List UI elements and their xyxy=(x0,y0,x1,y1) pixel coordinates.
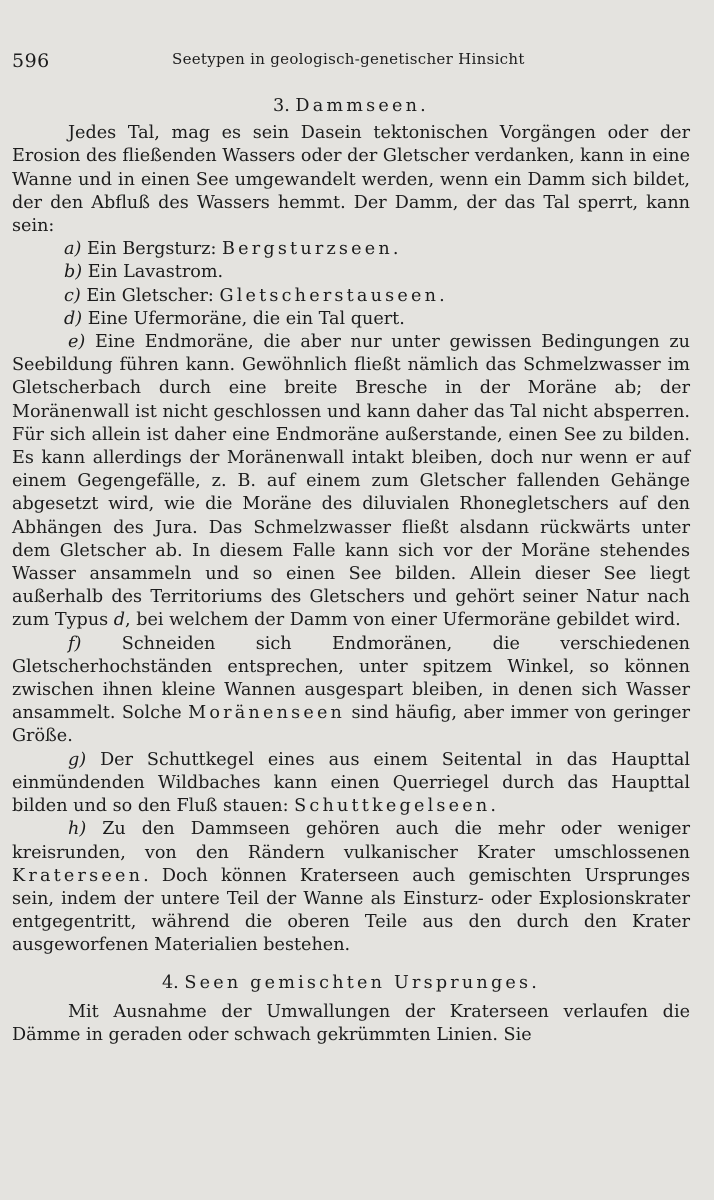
item-text-end: sind häufig, aber immer von geringer Größe. xyxy=(12,703,690,747)
section-heading-gemischt xyxy=(12,972,690,995)
item-text: Eine Endmoräne, die aber nur unter gewissen Bedingungen zu Seebildung führen kann. Gewöhnlich fließt nämlich das Schmelzwasser im Gletscherbach durch eine breite Bresche in der Moräne ab; der Moränenwall ist nicht geschlossen und kann daher das Tal nicht absperren. Für sich allein ist daher eine Endmoräne außerstande, einen See zu bilden. Es kann allerdings der Moränenwall intakt bleiben, doch nur wenn er auf einem Gegengefälle, z. B. auf einem zum Gletscher fallenden Gehänge abgesetzt wird, wie die Moräne des diluvialen Rhonegletschers auf den Abhängen des Jura. Das Schmelzwasser fließt alsdann rückwärts unter dem Gletscher ab. In diesem Falle kann sich vor der Moräne stehendes Wasser ansammeln und so einen See bilden. Allein dieser See liegt außerhalb des Territoriums des Gletschers und gehört seiner Natur nach zum Typus xyxy=(12,332,690,631)
item-marker: d) xyxy=(64,308,83,329)
section-title: Seen gemischten Ursprunges. xyxy=(184,972,541,993)
list-item-g xyxy=(12,749,690,819)
intro-paragraph: Jedes Tal, mag es sein Dasein tektonischen Vorgängen oder der Erosion des fließenden Wassers oder der Gletscher verdanken, kann in eine Wanne und in einen See umgewandelt werden, wenn ein Damm sich bildet, der den Abfluß des Wassers hemmt. Der Damm, der das Tal sperrt, kann sein: xyxy=(12,123,690,237)
item-text: Ein Lavastrom. xyxy=(87,262,224,283)
item-marker: h) xyxy=(68,819,87,840)
term-bergsturzseen: Bergsturzseen xyxy=(222,239,393,260)
term-moraenenseen: Moränenseen xyxy=(188,703,346,724)
item-text: Ein Bergsturz: xyxy=(86,239,222,260)
list-item-c xyxy=(12,285,690,308)
item-punct: . xyxy=(392,239,399,260)
body-text xyxy=(12,95,690,1047)
item-marker: g) xyxy=(68,749,87,770)
term-schuttkegelseen: Schuttkegelseen xyxy=(294,796,491,817)
list-item-f xyxy=(12,633,690,749)
section-heading-dammseen xyxy=(12,95,690,118)
term-kraterseen: Kraterseen xyxy=(12,865,144,886)
list-item-a xyxy=(12,238,690,261)
list-item-d xyxy=(12,308,690,331)
list-item-b xyxy=(12,261,690,284)
page-number: 596 xyxy=(12,50,50,72)
closing-paragraph: Mit Ausnahme der Umwallungen der Kraterseen verlaufen die Dämme in geraden oder schwach gekrümmten Linien. Sie xyxy=(12,1001,690,1045)
item-text-end: , bei welchem der Damm von einer Ufermoräne gebildet wird. xyxy=(125,610,681,631)
section-title: Dammseen. xyxy=(295,96,429,116)
item-text-end: . Doch können Kraterseen auch gemischten Ursprunges sein, indem der untere Teil der Wanne als Einsturz- oder Explosionskrater entgegentritt, während die oberen Teile aus den durch den Krater ausgeworfenen Materialien bestehen. xyxy=(12,865,690,956)
section-number: 4. xyxy=(161,972,179,993)
item-text: Ein Gletscher: xyxy=(86,285,220,306)
item-text: Zu den Dammseen gehören auch die mehr oder weniger kreisrunden, von den Rändern vulkanischer Krater umschlossenen xyxy=(12,819,690,863)
item-text: Der Schuttkegel eines aus einem Seitental in das Haupttal einmündenden Wildbaches kann einen Querriegel durch das Haupttal bilden und so den Fluß stauen: xyxy=(12,749,691,817)
typus-reference: d xyxy=(113,610,126,631)
list-item-h xyxy=(12,818,690,957)
term-gletscherstauseen: Gletscherstauseen xyxy=(219,285,440,306)
item-marker: b) xyxy=(64,262,83,283)
item-marker: a) xyxy=(64,239,82,260)
section-number: 3. xyxy=(273,96,290,116)
list-item-e xyxy=(12,331,690,633)
running-title: Seetypen in geologisch-genetischer Hinsicht xyxy=(172,50,525,68)
item-text: Schneiden sich Endmoränen, die verschiedenen Gletscherhochständen entsprechen, unter spitzem Winkel, so können zwischen ihnen kleine Wannen ausgespart bleiben, in denen sich Wasser ansammelt. Solche xyxy=(12,633,691,724)
item-marker: c) xyxy=(64,285,81,306)
page-header xyxy=(12,50,702,80)
item-text: Eine Ufermoräne, die ein Tal quert. xyxy=(87,308,405,329)
item-marker: f) xyxy=(68,633,82,654)
item-marker: e) xyxy=(68,332,86,353)
item-punct: . xyxy=(439,285,445,306)
item-punct: . xyxy=(490,796,497,817)
